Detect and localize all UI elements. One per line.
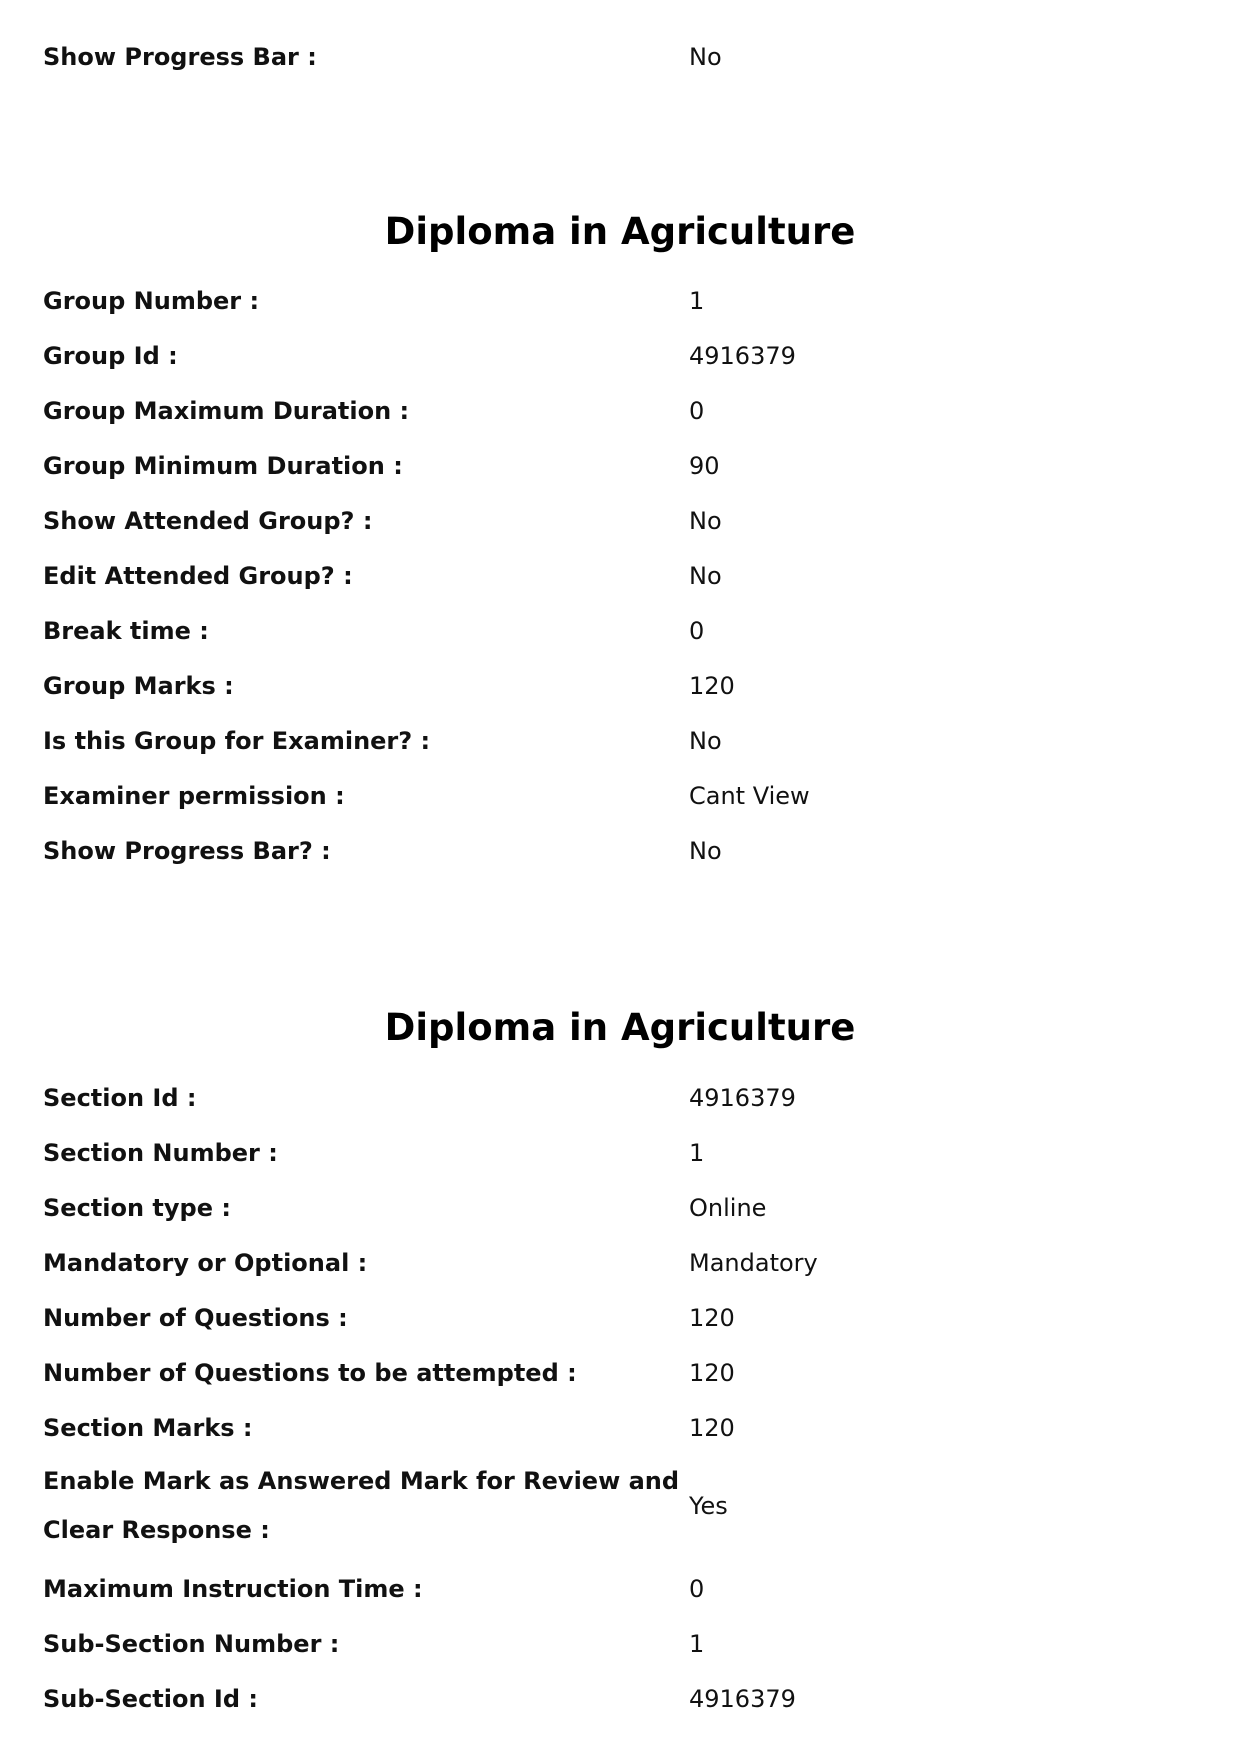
- field-label: Section Number :: [43, 1139, 278, 1167]
- field-label: Show Progress Bar? :: [43, 837, 331, 865]
- field-label: Maximum Instruction Time :: [43, 1575, 423, 1603]
- info-row-section-marks: [43, 1401, 1193, 1456]
- field-value: 1: [689, 287, 705, 315]
- field-value: 90: [689, 452, 720, 480]
- info-row-mandatory-optional: [43, 1236, 1193, 1291]
- info-row-examiner-permission: [43, 769, 1193, 824]
- field-value: No: [689, 43, 722, 71]
- field-value: 4916379: [689, 342, 796, 370]
- field-label: Number of Questions to be attempted :: [43, 1359, 577, 1387]
- field-label: Group Number :: [43, 287, 260, 315]
- field-label: Group Marks :: [43, 672, 234, 700]
- field-label: Examiner permission :: [43, 782, 345, 810]
- info-row-group-min-duration: [43, 439, 1193, 494]
- info-row-section-id: [43, 1071, 1193, 1126]
- field-value: No: [689, 837, 722, 865]
- info-row-sub-section-id: [43, 1672, 1193, 1727]
- field-label: Section type :: [43, 1194, 231, 1222]
- field-value: 4916379: [689, 1084, 796, 1112]
- field-label: Group Id :: [43, 342, 178, 370]
- field-value: 0: [689, 397, 705, 425]
- field-label: Number of Questions :: [43, 1304, 348, 1332]
- field-label: Group Minimum Duration :: [43, 452, 403, 480]
- field-label: Sub-Section Number :: [43, 1630, 340, 1658]
- field-value: Yes: [689, 1491, 728, 1520]
- field-value: 0: [689, 1575, 705, 1603]
- field-value: No: [689, 727, 722, 755]
- field-value: 1: [689, 1630, 705, 1658]
- field-label: Show Attended Group? :: [43, 507, 373, 535]
- info-row-group-id: [43, 329, 1193, 384]
- info-row-section-type: [43, 1181, 1193, 1236]
- info-row-group-marks: [43, 659, 1193, 714]
- info-row-edit-attended-group: [43, 549, 1193, 604]
- field-label: Edit Attended Group? :: [43, 562, 353, 590]
- field-label: Is this Group for Examiner? :: [43, 727, 431, 755]
- field-label: Mandatory or Optional :: [43, 1249, 368, 1277]
- field-label: Sub-Section Id :: [43, 1685, 258, 1713]
- info-row-questions-to-attempt: [43, 1346, 1193, 1401]
- field-value: 120: [689, 1304, 735, 1332]
- info-row-group-for-examiner: [43, 714, 1193, 769]
- field-label: Show Progress Bar :: [43, 43, 317, 71]
- info-row-break-time: [43, 604, 1193, 659]
- info-row-show-progress-bar: [43, 30, 1193, 85]
- field-value: 4916379: [689, 1685, 796, 1713]
- info-row-group-number: [43, 274, 1193, 329]
- field-value: 1: [689, 1139, 705, 1167]
- info-row-section-number: [43, 1126, 1193, 1181]
- info-row-number-of-questions: [43, 1291, 1193, 1346]
- info-row-max-instruction-time: [43, 1562, 1193, 1617]
- group-section-title: Diploma in Agriculture: [384, 210, 856, 253]
- info-row-group-max-duration: [43, 384, 1193, 439]
- field-value: Mandatory: [689, 1249, 818, 1277]
- field-value: No: [689, 562, 722, 590]
- field-value: 120: [689, 1359, 735, 1387]
- field-label: Section Id :: [43, 1084, 197, 1112]
- field-label: Section Marks :: [43, 1414, 253, 1442]
- field-value: 120: [689, 1414, 735, 1442]
- field-value: 0: [689, 617, 705, 645]
- field-value: Cant View: [689, 782, 810, 810]
- field-value: Online: [689, 1194, 767, 1222]
- field-label: Break time :: [43, 617, 209, 645]
- info-row-sub-section-number: [43, 1617, 1193, 1672]
- field-value: 120: [689, 672, 735, 700]
- section-section-title: Diploma in Agriculture: [384, 1006, 856, 1049]
- field-label: Group Maximum Duration :: [43, 397, 410, 425]
- field-value: No: [689, 507, 722, 535]
- info-row-enable-mark-answered: [43, 1456, 1193, 1556]
- field-label: Enable Mark as Answered Mark for Review and Clear Response :: [43, 1467, 680, 1544]
- info-row-show-progress-bar-group: [43, 824, 1193, 879]
- info-row-show-attended-group: [43, 494, 1193, 549]
